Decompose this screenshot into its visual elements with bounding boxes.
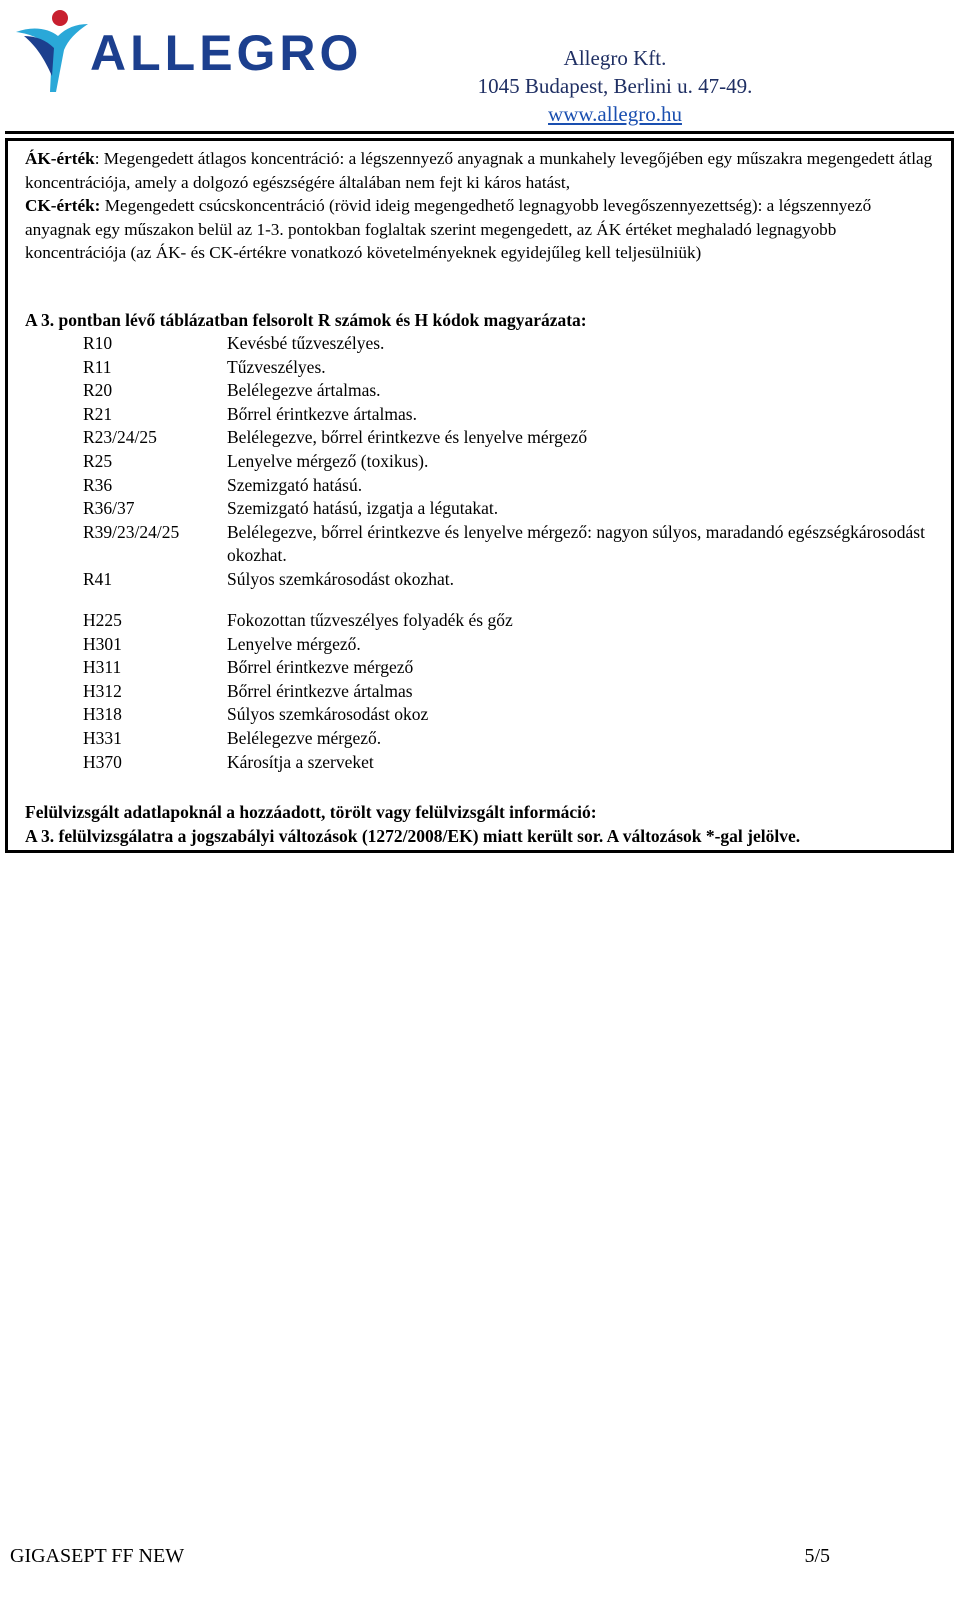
h-description: Károsítja a szerveket [227, 751, 374, 772]
h-row [83, 609, 943, 633]
r-code: R36/37 [83, 498, 135, 519]
h-row [83, 633, 943, 657]
r-row [83, 332, 943, 356]
h-code: H301 [83, 633, 122, 654]
r-description: Belélegezve, bőrrel érintkezve és lenyelve mérgező: nagyon súlyos, maradandó egészségkárosodást okozhat. [227, 521, 925, 566]
ck-text: Megengedett csúcskoncentráció (rövid ideig megengedhető legnagyobb levegőszennyezettség): a légszennyező anyagnak egy műszakon belül az 1-3. pontokban foglaltak szerint megengedett, az ÁK értéket meghaladó legnagyobb koncentrációja (az ÁK- és CK-értékre vonatkozó követelményeknek egyidejűleg kell teljesülniük) [25, 196, 872, 263]
r-description: Bőrrel érintkezve ártalmas. [227, 403, 417, 424]
r-row [83, 450, 943, 474]
h-description: Bőrrel érintkezve ártalmas [227, 680, 413, 701]
h-row [83, 703, 943, 727]
website-link[interactable]: www.allegro.hu [548, 102, 682, 126]
allegro-figure-icon [14, 6, 90, 94]
h-row [83, 680, 943, 704]
r-description: Lenyelve mérgező (toxikus). [227, 450, 429, 471]
r-description: Belélegezve, bőrrel érintkezve és lenyelve mérgező [227, 427, 588, 448]
r-code: R41 [83, 568, 113, 589]
h-description: Súlyos szemkárosodást okoz [227, 704, 429, 725]
h-description: Fokozottan tűzveszélyes folyadék és gőz [227, 610, 513, 630]
company-info [445, 44, 785, 128]
logo-wordmark: ALLEGRO [90, 25, 363, 81]
r-code: R25 [83, 450, 113, 471]
h-codes-list [83, 609, 943, 774]
r-description: Kevésbé tűzveszélyes. [227, 333, 385, 353]
h-code: H370 [83, 751, 122, 772]
r-code: R21 [83, 403, 113, 424]
r-codes-list [83, 332, 943, 592]
h-row [83, 727, 943, 751]
r-row [83, 568, 943, 592]
company-name: Allegro Kft. [563, 46, 667, 70]
h-code: H318 [83, 704, 122, 725]
r-code: R36 [83, 474, 113, 495]
r-row [83, 497, 943, 521]
header-divider [5, 131, 954, 134]
h-description: Bőrrel érintkezve mérgező [227, 657, 414, 678]
codes-heading: A 3. pontban lévő táblázatban felsorolt R számok és H kódok magyarázata: [25, 310, 587, 330]
allegro-logo [14, 6, 363, 94]
r-description: Súlyos szemkárosodást okozhat. [227, 568, 454, 589]
r-description: Belélegezve ártalmas. [227, 380, 381, 401]
r-row [83, 426, 943, 450]
r-description: Szemizgató hatású, izgatja a légutakat. [227, 498, 499, 519]
r-row [83, 474, 943, 498]
definitions-block [25, 147, 935, 265]
h-row [83, 656, 943, 680]
page-number: 5/5 [804, 1545, 830, 1567]
r-row [83, 403, 943, 427]
r-row [83, 521, 943, 568]
ak-text: : Megengedett átlagos koncentráció: a légszennyező anyagnak a munkahely levegőjében egy műszakra megengedett átlag koncentrációja, amely a dolgozó egészségére általában nem fejt ki káros hatást, [25, 149, 933, 192]
r-description: Szemizgató hatású. [227, 474, 363, 495]
r-code: R11 [83, 356, 112, 377]
r-row [83, 356, 943, 380]
revision-note [25, 801, 955, 848]
ak-definition [25, 147, 935, 265]
product-name: GIGASEPT FF NEW [10, 1545, 185, 1567]
ck-term: CK-érték: [25, 196, 101, 216]
revision-text: A 3. felülvizsgálatra a jogszabályi változások (1272/2008/EK) miatt került sor. A változások *-gal jelölve. [25, 825, 801, 846]
r-code: R20 [83, 380, 113, 401]
r-row [83, 379, 943, 403]
r-code: R23/24/25 [83, 427, 157, 448]
revision-heading: Felülvizsgált adatlapoknál a hozzáadott, törölt vagy felülvizsgált információ: [25, 802, 597, 822]
ak-term: ÁK-érték [25, 149, 95, 168]
h-code: H225 [83, 610, 122, 630]
r-description: Tűzveszélyes. [227, 356, 326, 377]
h-code: H311 [83, 657, 122, 678]
h-row [83, 751, 943, 775]
r-code: R10 [83, 333, 113, 353]
h-description: Lenyelve mérgező. [227, 633, 361, 654]
h-description: Belélegezve mérgező. [227, 727, 382, 748]
company-address: 1045 Budapest, Berlini u. 47-49. [477, 74, 753, 98]
r-code: R39/23/24/25 [83, 521, 180, 542]
h-code: H331 [83, 727, 122, 748]
h-code: H312 [83, 680, 122, 701]
